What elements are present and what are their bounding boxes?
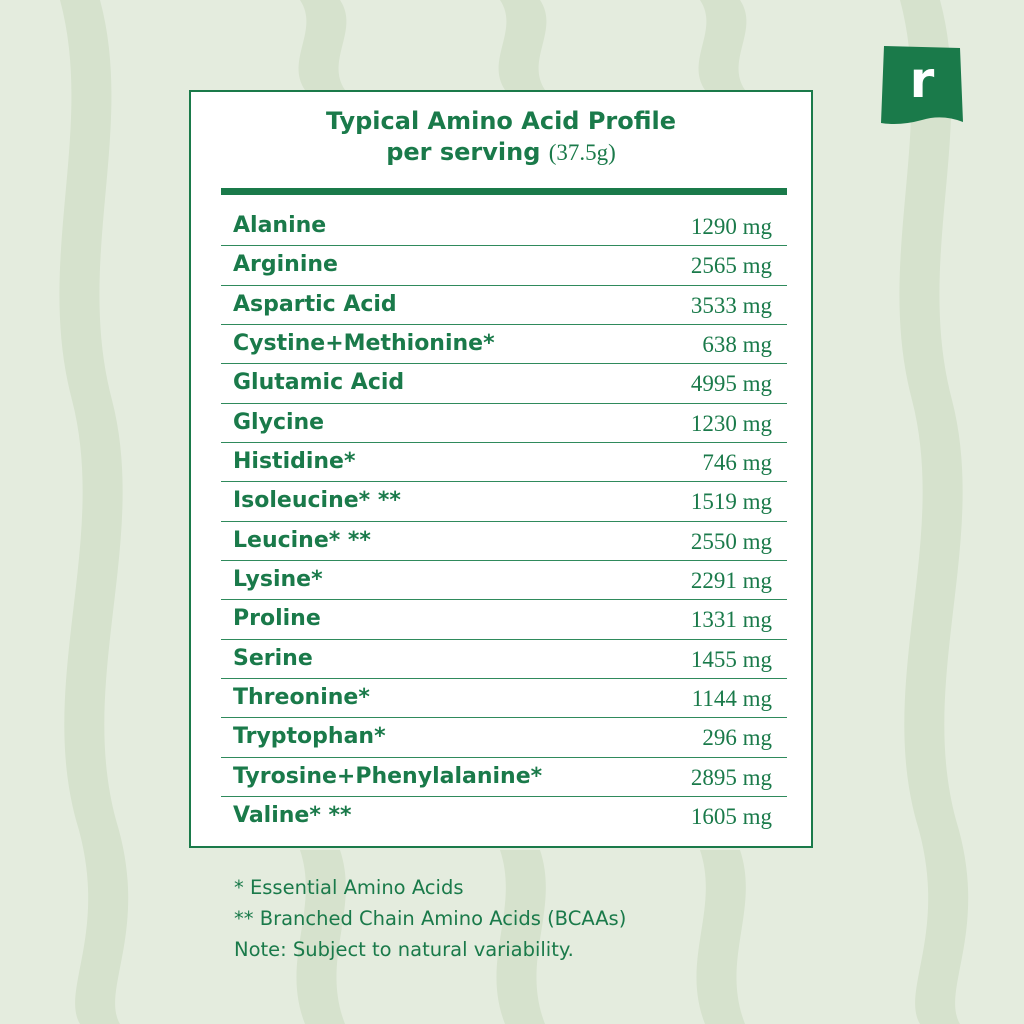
amino-acid-name: Tyrosine+Phenylalanine* (233, 763, 543, 789)
amino-acid-amount: 746 mg (702, 450, 772, 476)
table-title (191, 106, 811, 168)
amino-acid-amount: 1455 mg (690, 646, 772, 672)
amino-acid-list (221, 207, 787, 837)
table-row (221, 246, 787, 285)
amino-acid-name: Arginine (233, 252, 338, 278)
table-row (221, 718, 787, 757)
table-row (221, 404, 787, 443)
footnote-essential: * Essential Amino Acids (234, 876, 464, 899)
amino-acid-amount: 638 mg (702, 332, 772, 358)
amino-acid-amount: 1144 mg (691, 686, 772, 712)
header-divider (221, 188, 787, 195)
amino-acid-amount: 2565 mg (690, 253, 772, 279)
amino-acid-name: Isoleucine* ** (233, 488, 401, 514)
table-row (221, 679, 787, 718)
table-row (221, 443, 787, 482)
amino-acid-amount: 1290 mg (690, 214, 772, 239)
logo-letter: r (909, 51, 935, 109)
brand-logo (880, 44, 964, 126)
table-row (221, 364, 787, 403)
amino-acid-table-panel (189, 90, 813, 848)
amino-acid-name: Valine* ** (233, 803, 352, 829)
table-row (221, 640, 787, 679)
table-row (221, 207, 787, 246)
table-row (221, 286, 787, 325)
amino-acid-amount: 1605 mg (690, 804, 772, 830)
table-row (221, 325, 787, 364)
amino-acid-name: Glutamic Acid (233, 370, 405, 396)
amino-acid-name: Leucine* ** (233, 527, 371, 553)
footnote-bcaa: ** Branched Chain Amino Acids (BCAAs) (234, 907, 627, 930)
table-row (221, 561, 787, 600)
amino-acid-amount: 2895 mg (690, 764, 772, 790)
table-row (221, 482, 787, 521)
amino-acid-amount: 3533 mg (690, 292, 772, 318)
footnote-note: Note: Subject to natural variability. (234, 938, 574, 961)
amino-acid-name: Cystine+Methionine* (233, 331, 495, 357)
table-row (221, 522, 787, 561)
amino-acid-amount: 2550 mg (690, 528, 772, 554)
table-row (221, 758, 787, 797)
table-title-line1: Typical Amino Acid Profile (325, 107, 677, 135)
amino-acid-amount: 1230 mg (690, 410, 772, 436)
amino-acid-name: Threonine* (233, 685, 370, 711)
amino-acid-name: Proline (233, 606, 321, 632)
table-row (221, 797, 787, 836)
amino-acid-amount: 296 mg (702, 725, 772, 751)
amino-acid-amount: 4995 mg (690, 371, 772, 397)
amino-acid-name: Lysine* (233, 567, 323, 593)
amino-acid-name: Serine (233, 645, 313, 671)
table-row (221, 600, 787, 639)
amino-acid-name: Aspartic Acid (233, 291, 397, 317)
table-subtitle-main: per serving (386, 138, 541, 166)
amino-acid-amount: 1519 mg (690, 489, 772, 515)
amino-acid-name: Glycine (233, 409, 325, 435)
amino-acid-amount: 1331 mg (690, 607, 772, 633)
amino-acid-name: Tryptophan* (233, 724, 386, 750)
table-subtitle-serving: (37.5g) (548, 140, 616, 165)
amino-acid-name: Histidine* (233, 449, 356, 475)
footnotes (234, 872, 626, 965)
amino-acid-name: Alanine (233, 213, 327, 238)
amino-acid-amount: 2291 mg (690, 568, 772, 594)
